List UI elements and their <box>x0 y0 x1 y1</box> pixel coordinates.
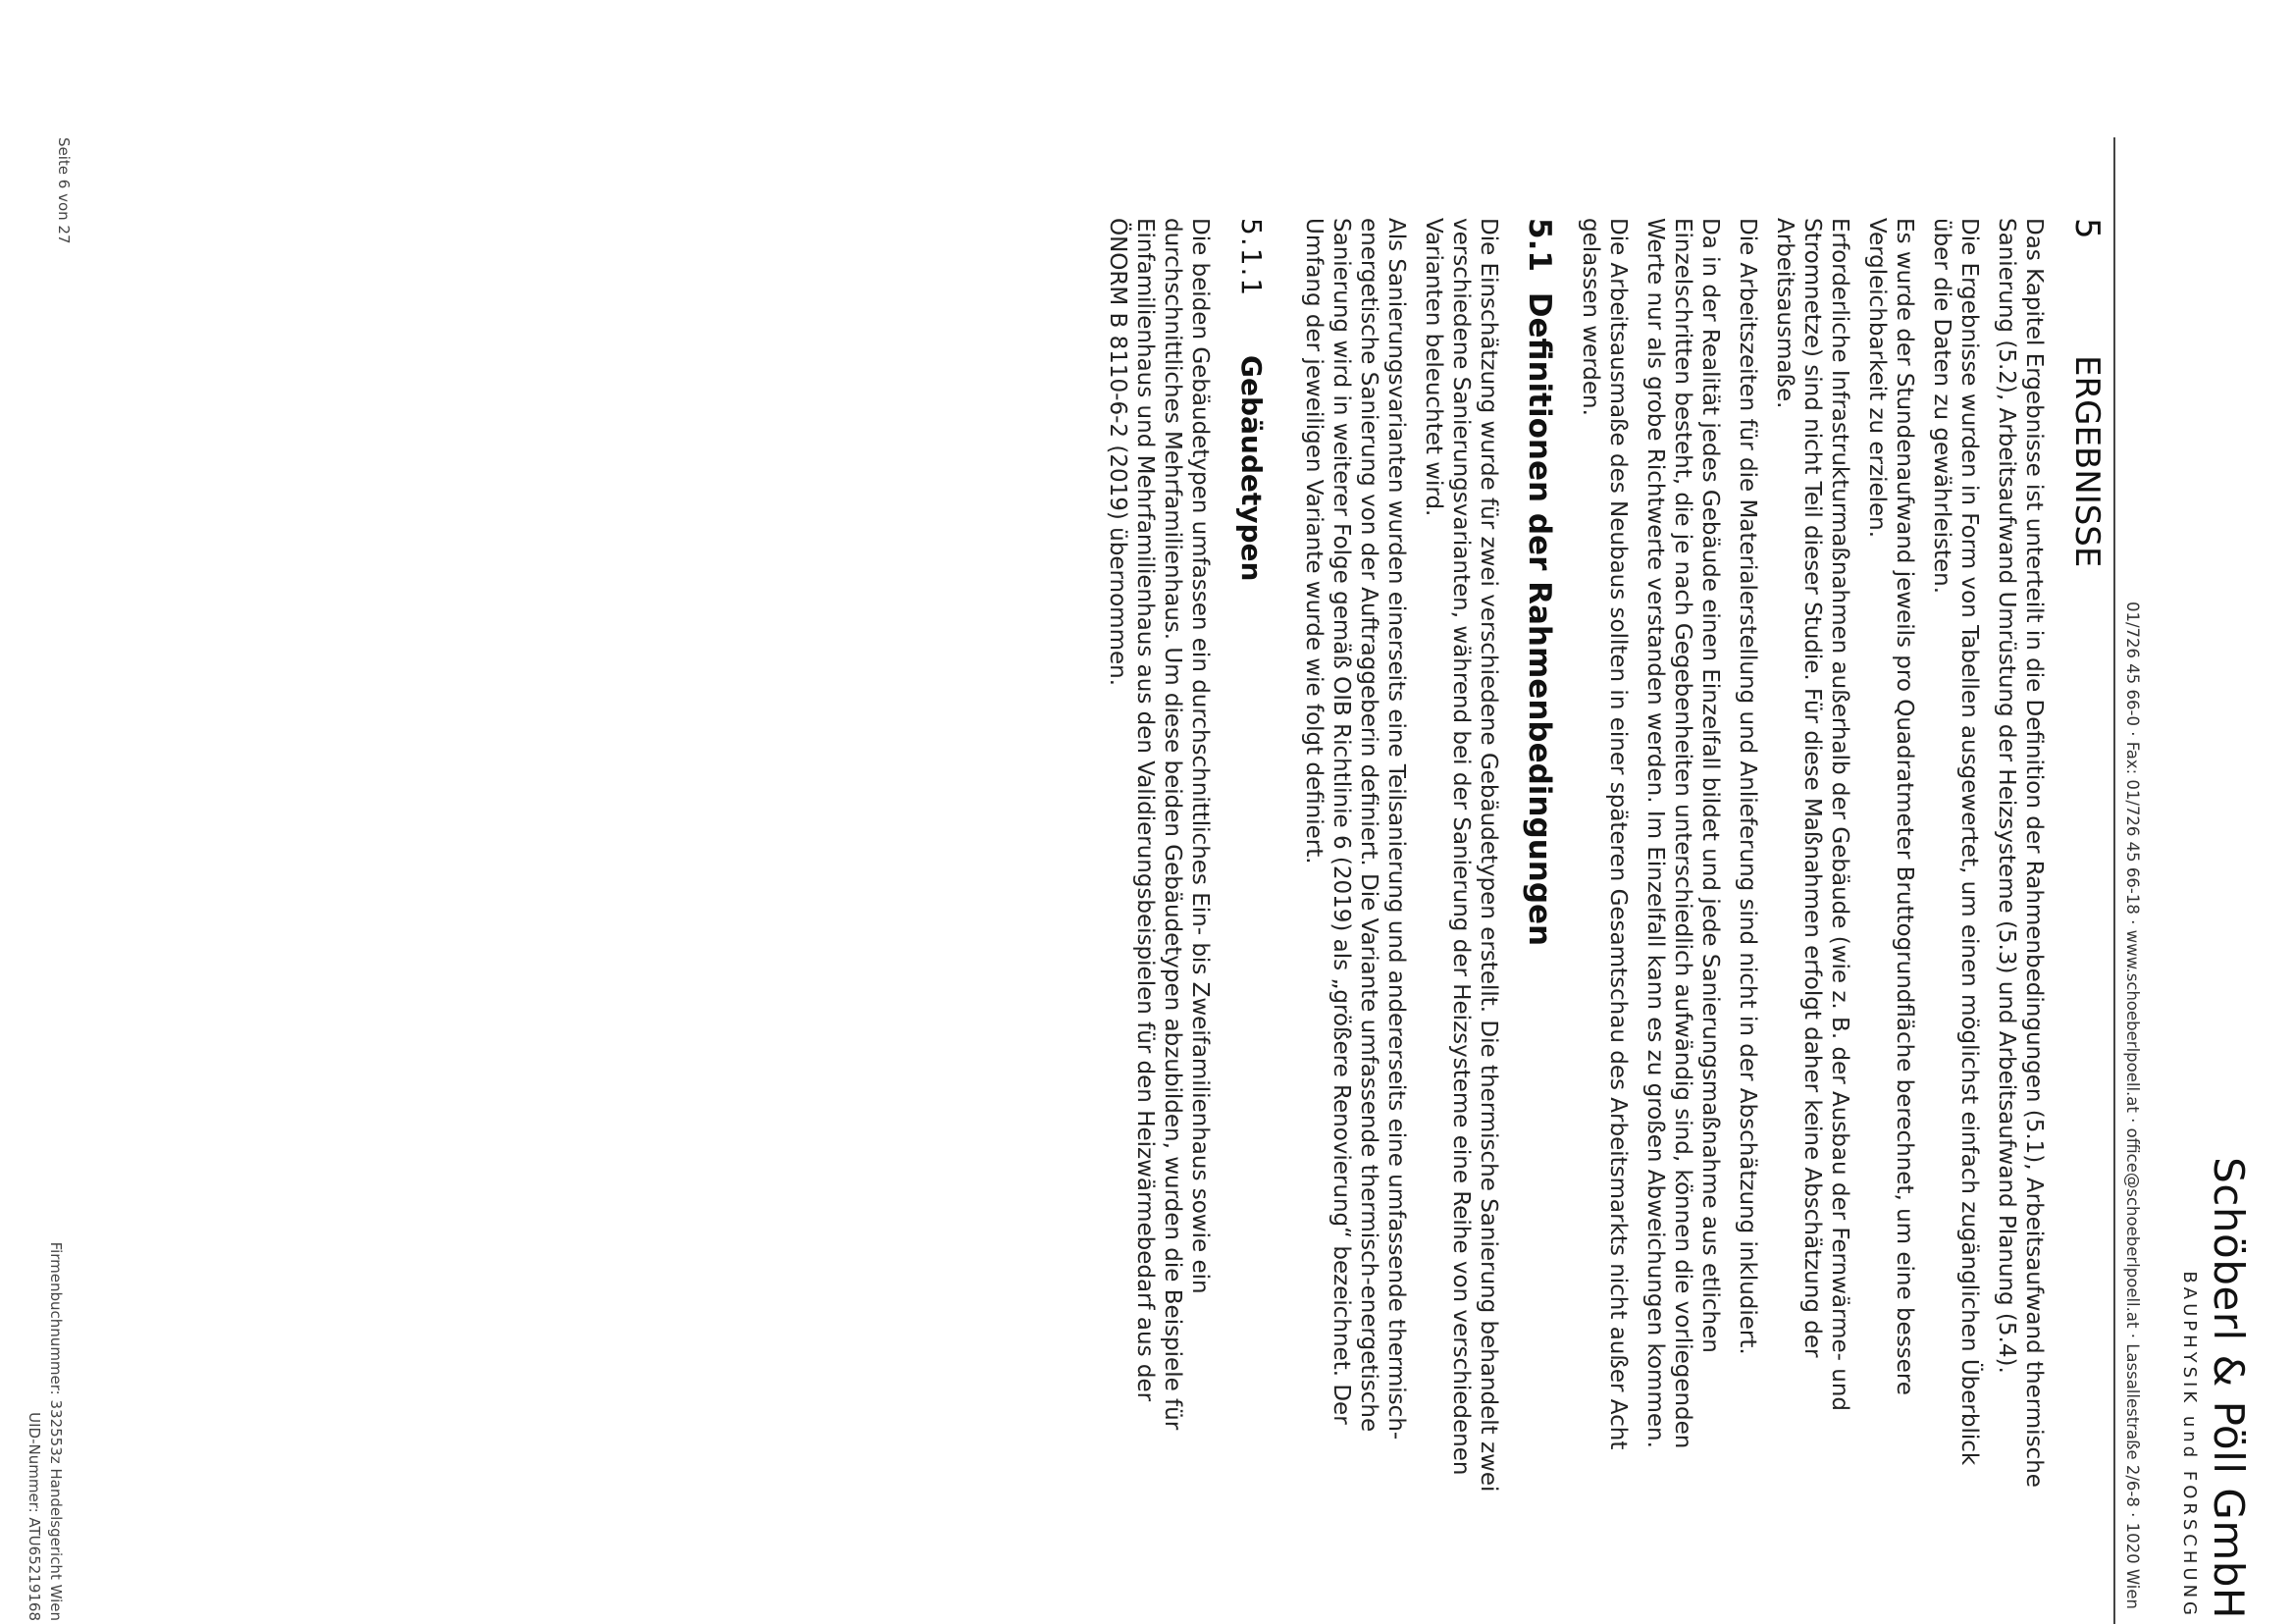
section-title: ERGEBNISSE <box>2067 355 2107 568</box>
footer-legal <box>24 981 67 1621</box>
subsection-heading <box>1522 218 1557 1493</box>
subsubsection-heading <box>1235 218 1268 1493</box>
subsection-title: Definitionen der Rahmenbedingungen <box>1522 291 1557 947</box>
header-divider <box>2113 137 2115 1624</box>
paragraph: Als Sanierungsvarianten wurden einerseits eine Teilsanierung und andererseits eine umfassende thermisch-energetische Sanierung von der Auftraggeberin definiert. Die Variante umfassende thermisch-energetische Sanierung wird in weiterer Folge gemäß OIB Richtlinie 6 (2019) als „größere Renovierung“ bezeichnet. Der Umfang der jeweiligen Variante wurde wie folgt definiert. <box>1301 218 1409 1441</box>
paragraph: Es wurde der Stundenaufwand jeweils pro Quadratmeter Bruttogrundfläche berechnet, um eine bessere Vergleichbarkeit zu erzielen. <box>1864 218 1917 1395</box>
subsubsection-number: 5.1.1 <box>1235 218 1268 298</box>
paragraph: Die Arbeitszeiten für die Materialerstellung und Anlieferung sind nicht in der Abschätzung inkludiert. <box>1735 218 1760 1355</box>
section-number: 5 <box>2067 218 2107 239</box>
paragraph: Die Arbeitsausmaße des Neubaus sollten in einer späteren Gesamtschau des Arbeitsmarkts nicht außer Acht gelassen werden. <box>1578 218 1631 1450</box>
contact-line: 01/726 45 66-0 · Fax: 01/726 45 66-18 · www.schoeberlpoell.at · office@schoeberlpoell.at · Lassallestraße 2/6-8 · 1020 Wien <box>2123 602 2142 1609</box>
subsection-number: 5.1 <box>1522 218 1557 272</box>
paragraph: Da in der Realität jedes Gebäude einen Einzelfall bildet und jede Sanierungsmaßnahme aus etlichen Einzelschritten besteht, die je nach Gegebenheiten unterschiedlich aufwändig sind, können die vorliegenden Werte nur als grobe Richtwerte verstanden werden. Im Einzelfall kann es zu großen Abweichungen kommen. <box>1642 218 1723 1449</box>
page-number: Seite 6 von 27 <box>55 137 73 244</box>
company-register: Firmenbuchnummer: 332553z Handelsgericht Wien <box>47 1241 65 1621</box>
paragraph: Die Einschätzung wurde für zwei verschiedene Gebäudetypen erstellt. Die thermische Sanierung behandelt zwei verschiedene Sanierungsvarianten, während bei der Sanierung der Heizsysteme eine Reihe von verschiedenen Varianten beleuchtet wird. <box>1421 218 1501 1493</box>
paragraph: Erforderliche Infrastrukturmaßnahmen außerhalb der Gebäude (wie z. B. der Ausbau der Fernwärme- und Stromnetze) sind nicht Teil dieser Studie. Für diese Maßnahmen erfolgt daher keine Abschätzung der Arbeitsausmaße. <box>1772 218 1852 1411</box>
company-tagline: BAUPHYSIK und FORSCHUNG <box>2179 1271 2200 1619</box>
paragraph: Die beiden Gebäudetypen umfassen ein durchschnittliches Ein- bis Zweifamilienhaus sowie ein durchschnittliches Mehrfamilienhaus. Um diese beiden Gebäudetypen abzubilden, wurden die Beispiele für Einfamilienhaus und Mehrfamilienhaus aus den Validierungsbeispielen für den Heizwärmebedarf aus der ÖNORM B 8110-6-2 (2019) übernommen. <box>1105 218 1213 1431</box>
paragraph: Die Ergebnisse wurden in Form von Tabellen ausgewertet, um einen möglichst einfach zugänglichen Überblick über die Daten zu gewährleisten. <box>1929 218 1982 1466</box>
paragraph: Das Kapitel Ergebnisse ist unterteilt in die Definition der Rahmenbedingungen (5.1), Arbeitsaufwand thermische Sanierung (5.2), Arbeitsaufwand Umrüstung der Heizsysteme (5.3) und Arbeitsaufwand Planung (5.4). <box>1994 218 2047 1488</box>
document-body <box>1094 218 2107 1493</box>
company-name: Schöberl & Pöll GmbH <box>2205 1157 2253 1619</box>
section-heading <box>2067 218 2107 1493</box>
uid-number: UID-Nummer: ATU65219168 <box>26 1412 43 1621</box>
subsubsection-title: Gebäudetypen <box>1235 355 1268 582</box>
